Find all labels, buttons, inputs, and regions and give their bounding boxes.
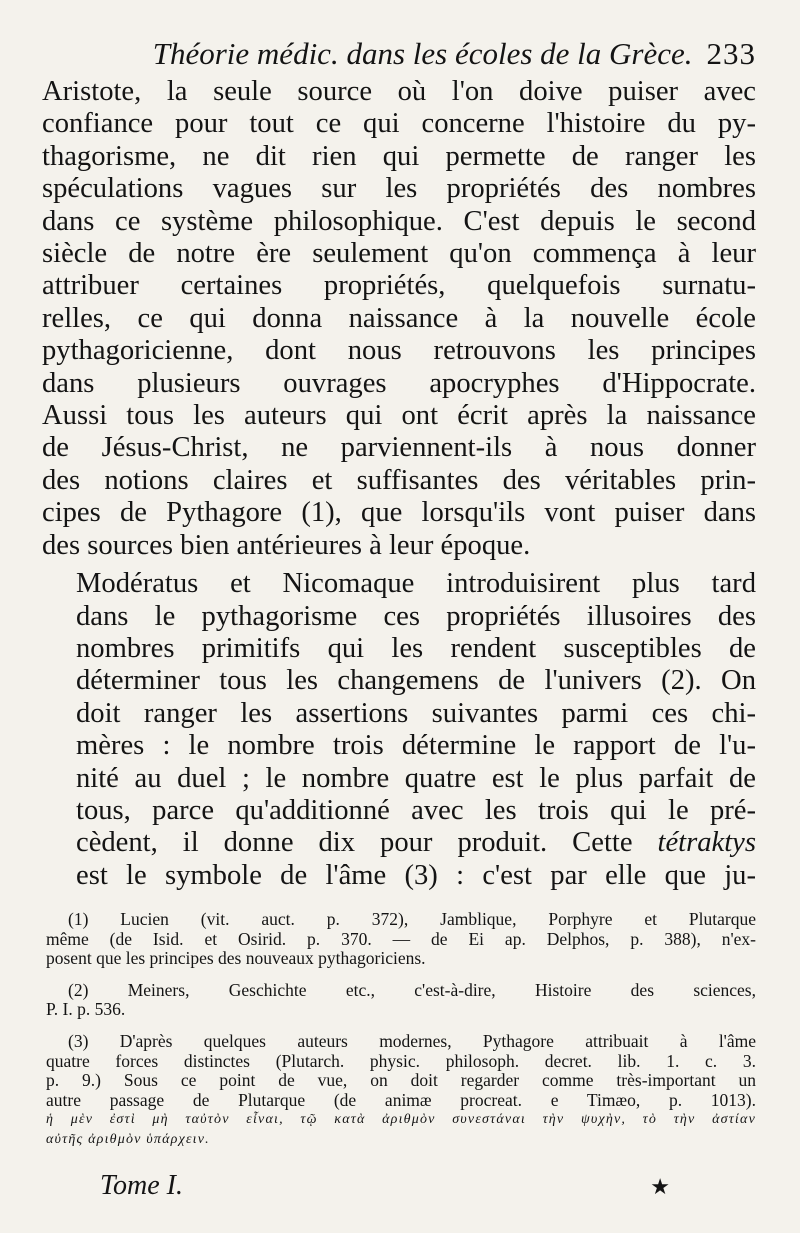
footnote-3	[46, 1032, 756, 1150]
footnote-line: autre passage de Plutarque (de animæ procreat. e Timæo, p. 1013).	[46, 1089, 756, 1110]
paragraph-1	[42, 76, 756, 562]
text-line: spéculations vagues sur les propriétés des nombres	[42, 173, 756, 205]
greek-quote-line: ἡ μὲν ἐστὶ μὴ ταὐτὸν εἶναι, τῷ κατὰ ἀριθμὸν συνεστάναι τὴν ψυχὴν, τὸ τὴν ἀστίαν	[46, 1112, 756, 1128]
text-line: des sources bien antérieures à leur époque.	[42, 529, 531, 561]
text-line: Aussi tous les auteurs qui ont écrit après la naissance	[42, 400, 756, 432]
text-line: pythagoricienne, dont nous retrouvons les principes	[42, 335, 756, 367]
text-line: dans plusieurs ouvrages apocryphes d'Hippocrate.	[42, 367, 756, 399]
text-line: mères : le nombre trois détermine le rapport de l'u-	[76, 730, 756, 762]
footnote-line: quatre forces distinctes (Plutarch. physic. philosoph. decret. lib. 1. c. 3.	[46, 1050, 756, 1071]
text-segment: cèdent, il donne dix pour produit. Cette	[76, 827, 633, 859]
footnote-line: même (de Isid. et Osirid. p. 370. — de Ei ap. Delphos, p. 388), n'ex-	[46, 928, 756, 949]
paragraph-2	[42, 568, 756, 892]
text-line: dans le pythagorisme ces propriétés illusoires des	[76, 600, 756, 632]
main-text	[42, 76, 756, 892]
text-line: de Jésus-Christ, ne parviennent-ils à nous donner	[42, 432, 756, 464]
page-number: 233	[706, 36, 756, 71]
text-line: relles, ce qui donna naissance à la nouvelle école	[42, 302, 756, 334]
footnote-line: P. I. p. 536.	[46, 999, 126, 1020]
text-line: thagorisme, ne dit rien qui permette de ranger les	[42, 140, 756, 172]
star-icon: ★	[650, 1174, 670, 1199]
text-line: nité au duel ; le nombre quatre est le plus parfait de	[76, 762, 756, 794]
text-line: cipes de Pythagore (1), que lorsqu'ils vont puiser dans	[42, 497, 756, 529]
text-line: tous, parce qu'additionné avec les trois qui le pré-	[76, 794, 756, 826]
text-line: confiance pour tout ce qui concerne l'histoire du py-	[42, 108, 756, 140]
text-line: Aristote, la seule source où l'on doive puiser avec	[42, 76, 756, 107]
text-line: des notions claires et suffisantes des véritables prin-	[42, 464, 756, 496]
footnote-line: posent que les principes des nouveaux pythagoriciens.	[46, 948, 426, 969]
volume-signature: Tome I.	[100, 1170, 183, 1201]
text-line: est le symbole de l'âme (3) : c'est par elle que ju-	[76, 859, 756, 891]
greek-quote-line: αὐτῆς ἀριθμὸν ὑπάρχειν.	[46, 1131, 210, 1147]
footnote-line: p. 9.) Sous ce point de vue, on doit regarder comme très-important un	[46, 1070, 756, 1091]
footnote-line: (1) Lucien (vit. auct. p. 372), Jamblique, Porphyre et Plutarque	[68, 909, 756, 929]
footnotes	[46, 910, 756, 1162]
text-line: déterminer tous les changemens de l'univers (2). On	[76, 665, 756, 697]
text-line: nombres primitifs qui les rendent susceptibles de	[76, 632, 756, 664]
text-line: doit ranger les assertions suivantes parmi ces chi-	[76, 697, 756, 729]
footnote-1	[46, 910, 756, 969]
text-line: Modératus et Nicomaque introduisirent plus tard	[76, 568, 756, 600]
text-line: dans ce système philosophique. C'est depuis le second	[42, 205, 756, 237]
footnote-2	[46, 981, 756, 1020]
footnote-line: (2) Meiners, Geschichte etc., c'est-à-dire, Histoire des sciences,	[68, 979, 756, 1000]
text-line: attribuer certaines propriétés, quelquefois surnatu-	[42, 270, 756, 302]
running-head	[42, 36, 756, 72]
signature-line	[100, 1170, 670, 1202]
italic-term: tétraktys	[657, 827, 756, 859]
running-title: Théorie médic. dans les écoles de la Grèce.	[152, 36, 693, 71]
text-line-with-italic	[42, 827, 756, 859]
footnote-line: (3) D'après quelques auteurs modernes, Pythagore attribuait à l'âme	[68, 1030, 756, 1051]
text-line: siècle de notre ère seulement qu'on commença à leur	[42, 238, 756, 270]
